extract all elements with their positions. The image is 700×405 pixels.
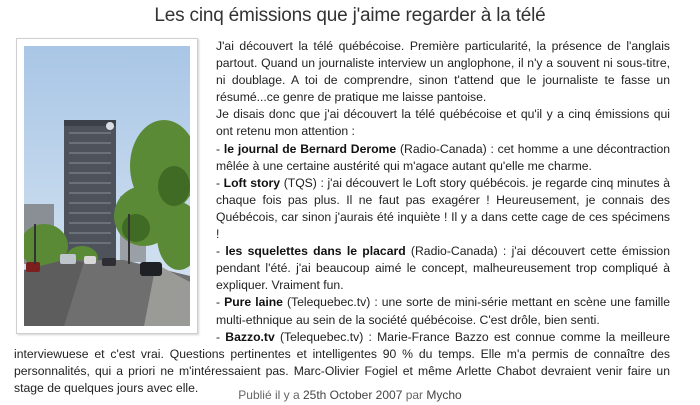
show-name: le journal de Bernard Derome: [223, 141, 397, 156]
show-name: Bazzo.tv: [225, 329, 275, 344]
by-label: par: [402, 388, 427, 402]
show-item: - Bazzo.tv (Telequebec.tv) : Marie-France Bazzo est connue comme la meilleure interviewuese et c'est vrai. Questions pertinentes et intelligentes 90 % du temps. Elle m'a permis de connaître des personnalités, qui a priori ne m'intéressaient pas. Marc-Olivier Fogiel et même Arlette Chabot devraient venir faire un stage de quelques jours avec elle.: [14, 329, 670, 395]
post-footer: [0, 388, 700, 402]
author-link[interactable]: Mycho: [426, 388, 462, 402]
show-item: - les squelettes dans le placard (Radio-Canada) : j'ai découvert cette émission pendant l'été. j'ai beaucoup aimé le concept, malheureusement trop compliqué à expliquer. Vraiment fun.: [216, 244, 670, 293]
show-name: Pure laine: [224, 295, 283, 310]
post-date: 25th October 2007: [302, 388, 403, 402]
show-item: - Loft story (TQS) : j'ai découvert le Loft story québécois. je regarde cinq minutes à chaque fois pas plus. Il ne faut pas exagérer ! Heureusement, je connais des Québécois, car sinon j'aurais été inquiète ! Il y a dans cette cage de ces spécimens !: [216, 175, 670, 242]
published-label: Publié il y a: [238, 388, 303, 402]
show-name: les squelettes dans le placard: [225, 244, 406, 259]
show-item: - Pure laine (Telequebec.tv) : une sorte de mini-série mettant en scène une famille multi-ethnique au sein de la société québécoise. C'est drôle, bien senti.: [216, 295, 670, 327]
show-name: Loft story: [223, 175, 281, 190]
post-title: Les cinq émissions que j'aime regarder à la télé: [154, 5, 546, 26]
lead-paragraph: Je disais donc que j'ai découvert la télé québécoise et qu'il y a cinq émissions qui ont retenu mon attention :: [216, 107, 670, 139]
intro-paragraph: J'ai découvert la télé québécoise. Première particularité, la présence de l'anglais partout. Quand un journaliste interview un anglophone, il n'y a souvent ni sous-titre, ni doublage. A toi de comprendre, sinon t'attend que le journaliste te fasse un résumé...ce genre de pratique me laisse pantoise.: [216, 39, 670, 105]
post-body: [14, 38, 670, 397]
show-item: - le journal de Bernard Derome (Radio-Canada) : cet homme a une décontraction mêlée à une certaine austérité qui m'agace autant qu'elle me charme.: [216, 141, 670, 173]
